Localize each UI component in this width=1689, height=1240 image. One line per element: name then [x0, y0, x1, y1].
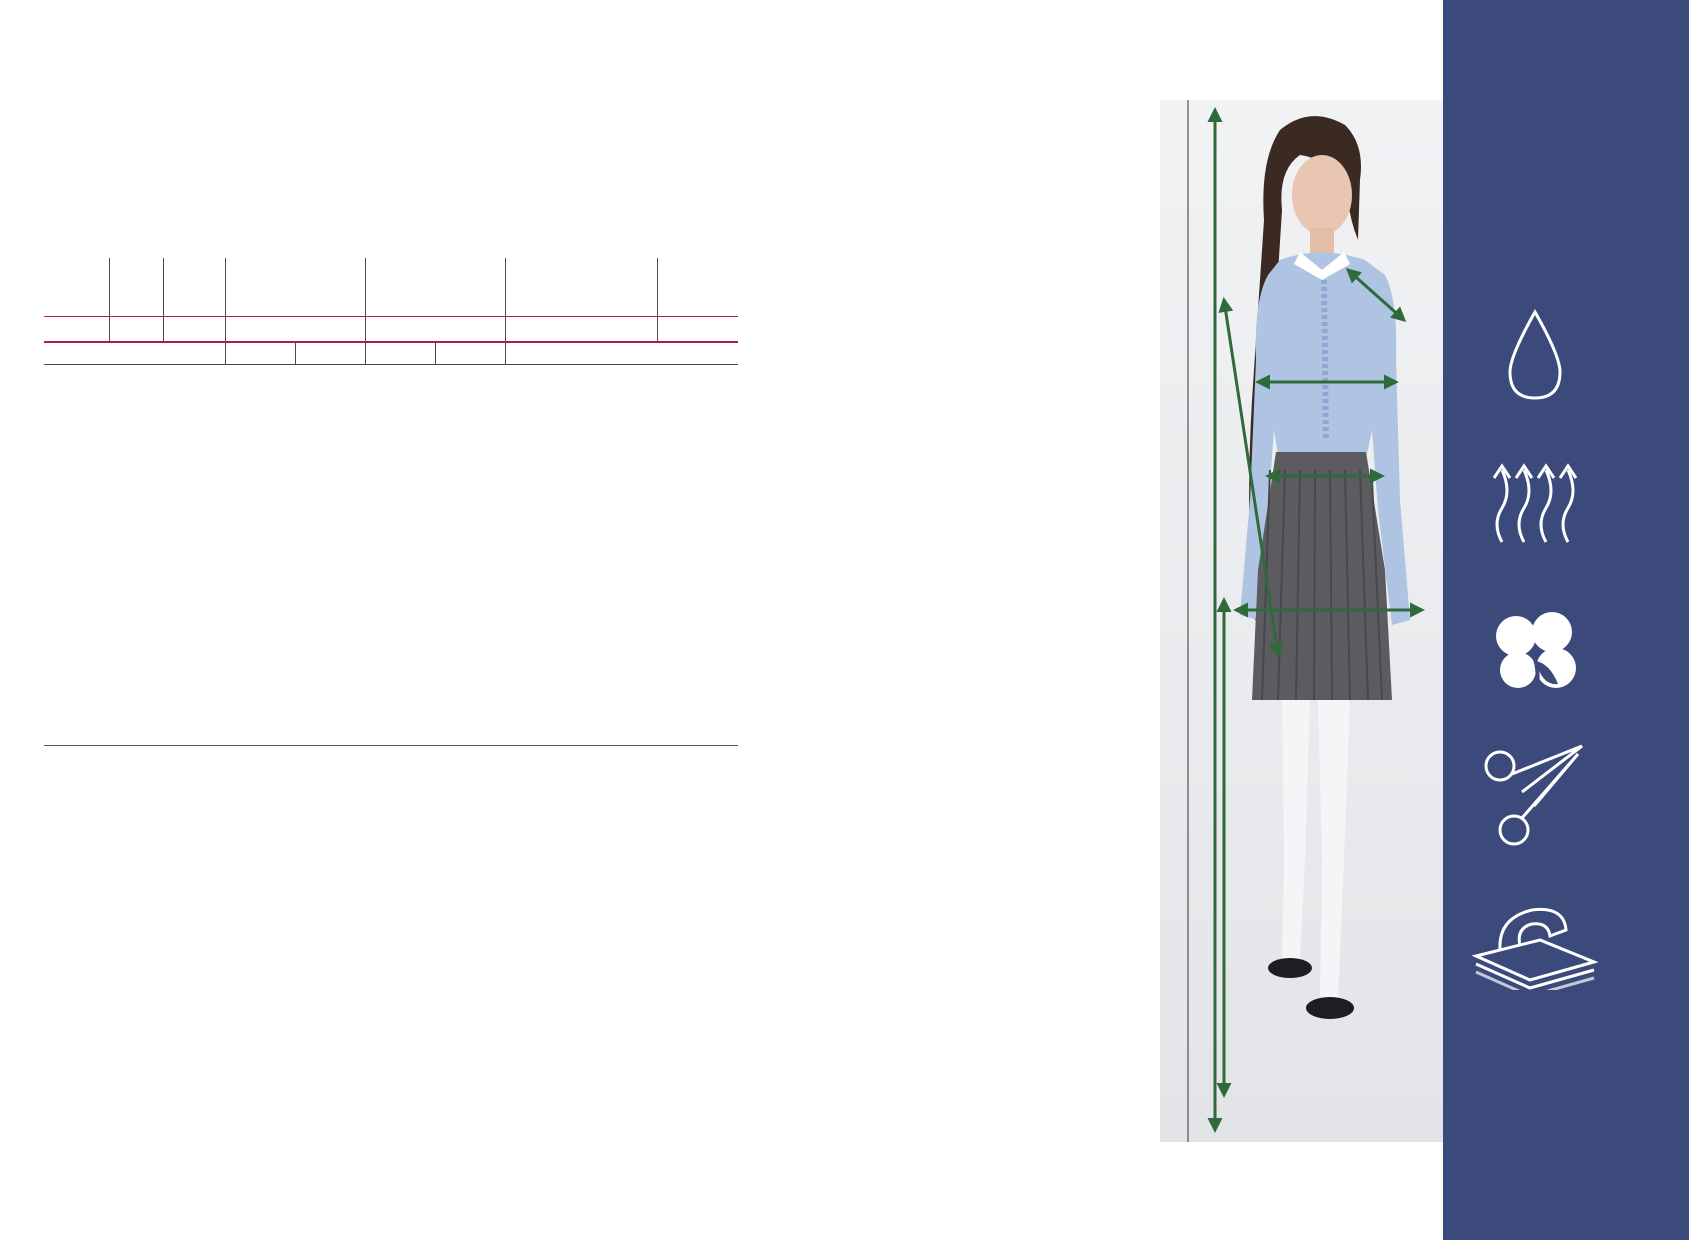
table-units-row	[44, 316, 738, 342]
header-chest	[163, 258, 225, 316]
drop-icon	[1500, 306, 1570, 406]
table-header-row	[44, 258, 738, 316]
unit-d	[365, 316, 505, 342]
cotton-icon	[1486, 606, 1586, 706]
gender-boys-hips	[365, 342, 435, 364]
header-waist	[225, 258, 365, 316]
unit-b	[163, 316, 225, 342]
scissors-icon	[1478, 740, 1588, 850]
gender-girls-waist	[295, 342, 365, 364]
header-hips	[365, 258, 505, 316]
measure-arrows	[1160, 100, 1443, 1142]
unit-c	[225, 316, 365, 342]
header-age	[44, 258, 110, 316]
divider	[44, 745, 738, 746]
unit-gh	[658, 316, 738, 342]
return-methods-column	[404, 789, 744, 807]
header-inseam	[505, 258, 657, 316]
header-size	[110, 258, 164, 316]
unit-f	[505, 316, 657, 342]
gender-boys-waist	[225, 342, 295, 364]
fabric-stack-icon	[1470, 900, 1600, 990]
unit-a	[110, 316, 164, 342]
gender-girls-hips	[435, 342, 505, 364]
airflow-icon	[1488, 458, 1582, 544]
gender-row	[44, 342, 738, 364]
size-table	[44, 258, 738, 365]
return-terms-column	[58, 789, 398, 807]
header-arm	[658, 258, 738, 316]
arrow-g	[1348, 270, 1404, 320]
